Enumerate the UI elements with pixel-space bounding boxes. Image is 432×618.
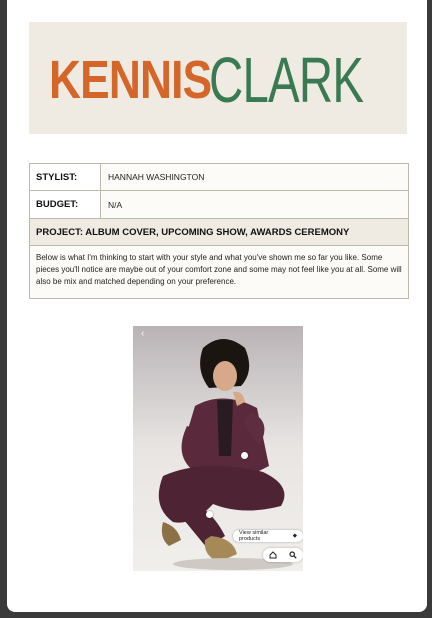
product-hotspot[interactable] (206, 511, 213, 518)
lens-toolbar (263, 548, 303, 562)
last-name: CLARK (209, 44, 364, 116)
budget-label: BUDGET: (30, 191, 101, 218)
budget-row (30, 191, 408, 219)
style-reference-photo[interactable] (133, 326, 303, 571)
budget-value: N/A (101, 191, 408, 218)
stylist-row (30, 164, 408, 191)
tag-icon: ◆ (292, 533, 297, 539)
product-hotspot[interactable] (241, 452, 248, 459)
project-row: PROJECT: ALBUM COVER, UPCOMING SHOW, AWARDS CEREMONY (30, 219, 408, 246)
view-similar-label: View similar products (239, 530, 269, 542)
view-similar-button[interactable] (233, 530, 303, 542)
stylist-value: HANNAH WASHINGTON (101, 164, 408, 190)
intro-text: Below is what I'm thinking to start with your style and what you've shown me so far you like. Some pieces you'll notice are maybe out of your comfort zone and some may not feel like you at all. Some will also be mix and matched depending on your preference. (30, 246, 408, 298)
info-table (29, 163, 409, 299)
first-name: KENNIS (49, 50, 212, 110)
back-chevron-icon[interactable]: ‹ (141, 328, 145, 339)
search-icon[interactable] (289, 551, 297, 559)
header-banner (29, 22, 407, 134)
stylist-label: STYLIST: (30, 164, 101, 190)
home-icon[interactable] (269, 551, 277, 559)
document-page (7, 0, 427, 612)
